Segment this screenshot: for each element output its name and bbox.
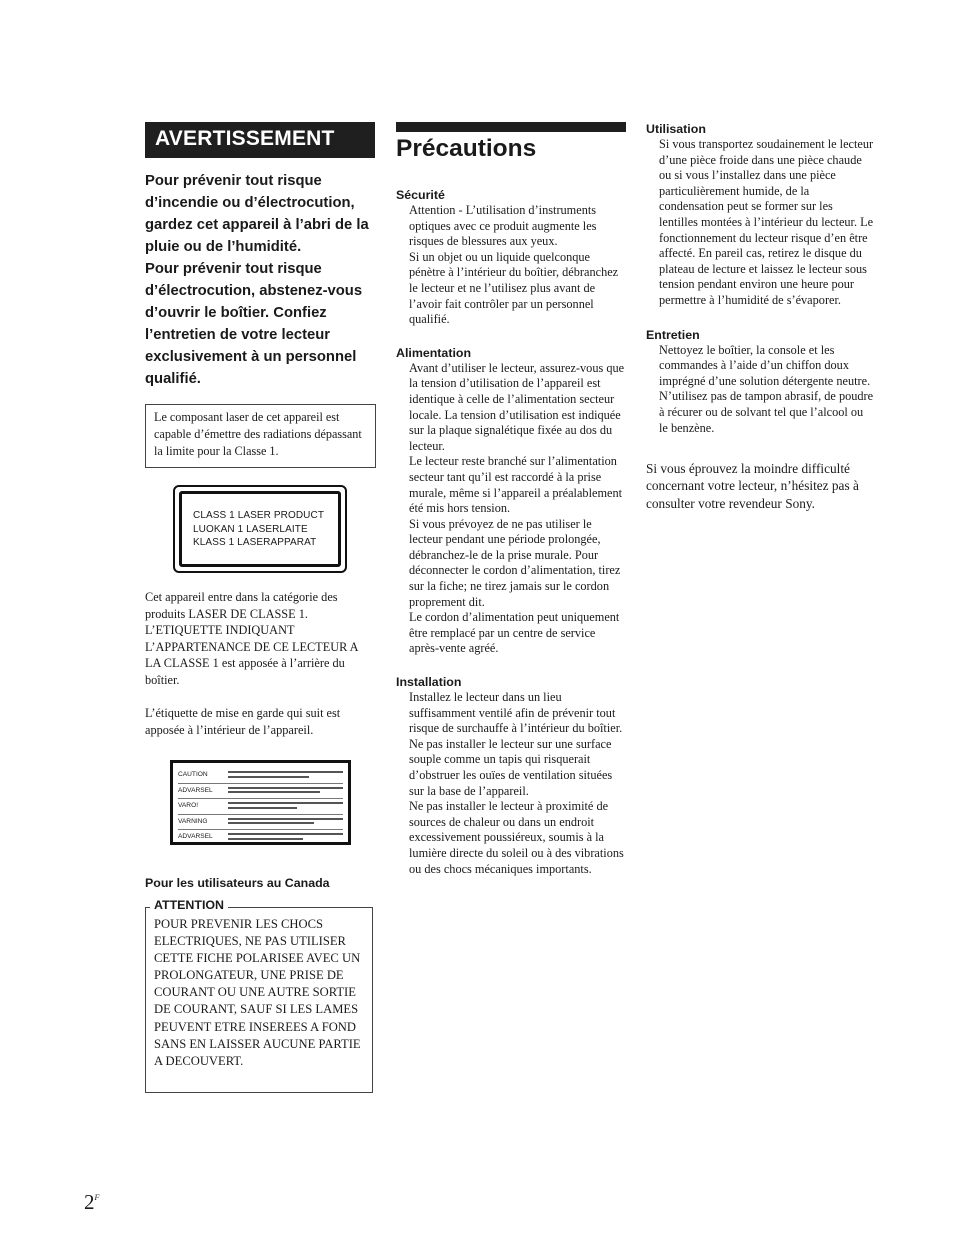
section-paragraph: Avant d’utiliser le lecteur, assurez-vous que la tension d’utilisation de l’appareil est identique à celle de l’alimentation secteur locale. La tension d’utilisation est indiquée sur la plaque signalétique fixée au dos du lecteur.	[409, 360, 625, 453]
section-paragraph: Si vous prévoyez de ne pas utiliser le lecteur pendant une période prolongée, débranchez-le de la prise murale. Pour déconnecter le cordon d’alimentation, tirez sur la fiche; ne tirez jamais sur le cordon proprement dit.	[409, 516, 621, 609]
warning-paragraph-fire: Pour prévenir tout risque d’incendie ou d’électrocution, gardez cet appareil à l’abri de la pluie ou de l’humidité.	[145, 173, 369, 255]
closing-note: Si vous éprouvez la moindre difficulté concernant votre lecteur, n’hésitez pas à consulter votre revendeur Sony.	[646, 461, 859, 511]
section-paragraph: Si vous transportez soudainement le lecteur d’une pièce froide dans une pièce chaude ou si vous l’installez dans une pièce particulièrement humide, de la condensation peut se former sur les lentilles montées à l’intérieur du lecteur. Le fonctionnement du lecteur risque d’en être affecté. En pareil cas, retirez le disque du plateau de lecture et laissez le lecteur sous tension pendant environ une heure pour permettre à l’humidité de s’évaporer.	[659, 137, 874, 307]
precautions-title-bar	[396, 122, 626, 132]
section-heading: Utilisation	[646, 122, 706, 136]
caution-label-image	[170, 760, 351, 845]
section-alimentation	[396, 345, 626, 657]
precautions-column	[396, 122, 626, 877]
section-securite	[396, 187, 626, 328]
section-heading: Entretien	[646, 327, 700, 342]
attention-label: ATTENTION	[150, 898, 228, 912]
section-paragraph: Attention - L’utilisation d’instruments optiques avec ce produit augmente les risques de blessures aux yeux.	[409, 203, 597, 249]
attention-box	[145, 898, 373, 1093]
caution-label-row	[178, 768, 343, 784]
section-paragraph: Le lecteur reste branché sur l’alimentation secteur tant qu’il est raccordé à la prise murale, même si l’appareil a préalablement été mis hors tension.	[409, 454, 623, 516]
laser-notice-box: Le composant laser de cet appareil est capable d’émettre des radiations dépassant la limite pour la Classe 1.	[145, 404, 376, 468]
section-installation	[396, 674, 626, 877]
class1-label-line: KLASS 1 LASERAPPARAT	[193, 537, 317, 548]
caution-label-row	[178, 799, 343, 815]
section-paragraph: Le cordon d’alimentation peut uniquement être remplacé par un centre de service après-vente agréé.	[409, 610, 620, 656]
caution-label-key: VARNING	[178, 817, 208, 825]
section-body	[409, 690, 626, 877]
section-heading: Alimentation	[396, 345, 472, 360]
section-heading: Installation	[396, 675, 462, 690]
canada-heading: Pour les utilisateurs au Canada	[145, 876, 330, 890]
caution-label-row	[178, 815, 343, 831]
caution-label-key: VARO!	[178, 802, 199, 809]
warning-text	[145, 170, 375, 390]
page-number-suffix: F	[94, 1193, 100, 1202]
section-paragraph: Si un objet ou un liquide quelconque pénètre à l’intérieur du boîtier, débranchez le lecteur et ne l’utilisez plus avant de l’avoir fait contrôler par un personnel qualifié.	[409, 249, 619, 327]
caution-label-key: ADVARSEL	[178, 786, 213, 794]
class1-laser-label	[173, 485, 347, 573]
avertissement-column	[145, 122, 375, 1068]
warning-paragraph-shock: Pour prévenir tout risque d’électrocution, abstenez-vous d’ouvrir le boîtier. Confiez l’entretien de votre lecteur exclusivement à un personnel qualifié.	[145, 261, 363, 387]
section-body	[409, 203, 626, 328]
page-number	[84, 1190, 99, 1215]
avertissement-title: AVERTISSEMENT	[145, 122, 375, 158]
class1-laser-label-text	[193, 509, 324, 550]
attention-text: POUR PREVENIR LES CHOCS ELECTRIQUES, NE PAS UTILISER CETTE FICHE POLARISEE AVEC UN PROLONGATEUR, UNE PRISE DE COURANT OU UNE AUTRE SORTIE DE COURANT, SAUF SI LES LAMES PEUVENT ETRE INSEREES A FOND SANS EN LAISSER AUCUNE PARTIE A DECOUVERT.	[154, 917, 361, 1068]
page-number-value: 2	[84, 1190, 95, 1214]
caution-label-row	[178, 784, 343, 800]
section-entretien	[646, 327, 874, 437]
caution-label-key: ADVARSEL	[178, 833, 213, 840]
section-body	[409, 361, 626, 657]
right-column	[646, 121, 874, 512]
caution-paragraph: L’étiquette de mise en garde qui suit est apposée à l’intérieur de l’appareil.	[145, 706, 341, 737]
precautions-title: Précautions	[396, 135, 537, 162]
section-paragraph: Installez le lecteur dans un lieu suffisamment ventilé afin de prévenir tout risque de surchauffe à l’intérieur du boîtier.	[409, 690, 623, 736]
section-paragraph: Ne pas installer le lecteur sur une surface souple comme un tapis qui risquerait d’obstruer les ouïes de ventilation situées sur la base de l’appareil.	[409, 736, 613, 798]
section-body	[659, 343, 874, 437]
section-heading: Sécurité	[396, 188, 445, 202]
section-paragraph: Nettoyez le boîtier, la console et les commandes à l’aide d’un chiffon doux imprégné d’une solution détergente neutre. N’utilisez pas de tampon abrasif, de poudre à récurer ou de solvant tel que l’alcool ou le benzène.	[659, 342, 874, 435]
caution-label-key: CAUTION	[178, 771, 208, 778]
section-paragraph: Ne pas installer le lecteur à proximité de sources de chaleur ou dans un endroit excessivement poussiéreux, soumis à la lumière directe du soleil ou à des vibrations ou des chocs mécaniques importants.	[409, 799, 624, 876]
class-paragraph: Cet appareil entre dans la catégorie des produits LASER DE CLASSE 1. L’ETIQUETTE INDIQUANT L’APPARTENANCE DE CE LECTEUR A LA CLASSE 1 est apposée à l’arrière du boîtier.	[145, 590, 358, 687]
class1-label-line: LUOKAN 1 LASERLAITE	[193, 523, 308, 535]
class1-label-line: CLASS 1 LASER PRODUCT	[193, 510, 325, 521]
section-body	[659, 137, 874, 309]
section-utilisation	[646, 121, 874, 309]
caution-label-row	[178, 830, 343, 845]
